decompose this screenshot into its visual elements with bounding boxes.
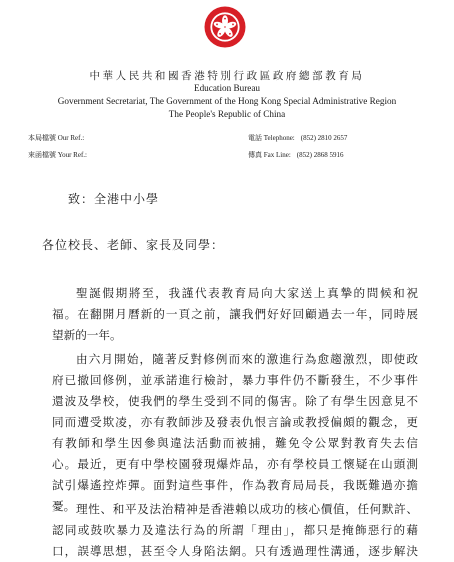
telephone-number: (852) 2810 2657 — [300, 134, 348, 142]
paragraph-line: 還波及學校，使我們的學生受到不同的傷害。除了有學生因意見不 — [52, 394, 418, 408]
letter-paragraph-1 — [52, 283, 418, 346]
letterhead-chinese-title: 中華人民共和國香港特別行政區政府總部教育局 — [89, 70, 365, 82]
our-ref-label: 本局檔號 Our Ref.: — [28, 134, 85, 142]
paragraph-line: 口，誤導思想，甚至令人身陷法網。只有透過理性溝通，逐步解決 — [52, 544, 418, 558]
paragraph-line: 認同或鼓吹暴力及違法行為的所謂「理由」，都只是掩飾惡行的藉 — [52, 523, 418, 537]
paragraph-line: 聖誕假期將至，我謹代表教育局向大家送上真摯的問候和祝 — [76, 286, 418, 300]
paragraph-line: 憂。 — [52, 499, 76, 513]
your-reference — [28, 150, 87, 160]
paragraph-line: 心。最近，更有中學校園發現爆炸品，亦有學校員工懷疑在山頭測 — [52, 457, 418, 471]
paragraph-line: 府已撤回修例，並承諾進行檢討，暴力事件仍不斷發生，不少事件 — [52, 373, 418, 387]
paragraph-line: 望新的一年。 — [52, 328, 122, 342]
paragraph-line: 由六月開始，隨著反對修例而來的激進行為愈趨激烈，即使政 — [76, 352, 418, 366]
our-reference — [28, 133, 84, 143]
your-ref-label: 來函檔號 Your Ref.: — [28, 151, 87, 159]
paragraph-line: 試引爆遙控炸彈。面對這些事件，作為教育局局長，我既難過亦擔 — [52, 478, 418, 492]
paragraph-line: 有教師和學生因參與違法活動而被捕，難免令公眾對教育失去信 — [52, 436, 418, 450]
paragraph-line: 理性、和平及法治精神是香港賴以成功的核心價值，任何默許、 — [76, 502, 418, 516]
fax-label: 傳真 Fax Line: — [248, 151, 291, 159]
fax-reference — [248, 150, 343, 160]
letterhead-government-line: Government Secretariat, The Government of the Hong Kong Special Administrative Region — [57, 96, 397, 106]
letterhead-country-line: The People's Republic of China — [168, 109, 286, 119]
paragraph-line: 同而遭受欺凌，亦有教師涉及發表仇恨言論或教授偏頗的觀念，更 — [52, 415, 418, 429]
letter-greeting: 各位校長、老師、家長及同學： — [42, 238, 225, 252]
telephone-reference — [248, 133, 347, 143]
letter-recipient: 致：全港中小學 — [68, 192, 160, 206]
letter-paragraph-2 — [52, 349, 418, 517]
letter-paragraph-3 — [52, 499, 418, 562]
fax-number: (852) 2868 5916 — [296, 151, 344, 159]
telephone-label: 電話 Telephone: — [248, 134, 295, 142]
hksar-regional-emblem — [204, 6, 246, 48]
letterhead-bureau-name: Education Bureau — [193, 83, 261, 93]
paragraph-line: 福。在翻開月曆新的一頁之前，讓我們好好回顧過去一年，同時展 — [52, 307, 418, 321]
